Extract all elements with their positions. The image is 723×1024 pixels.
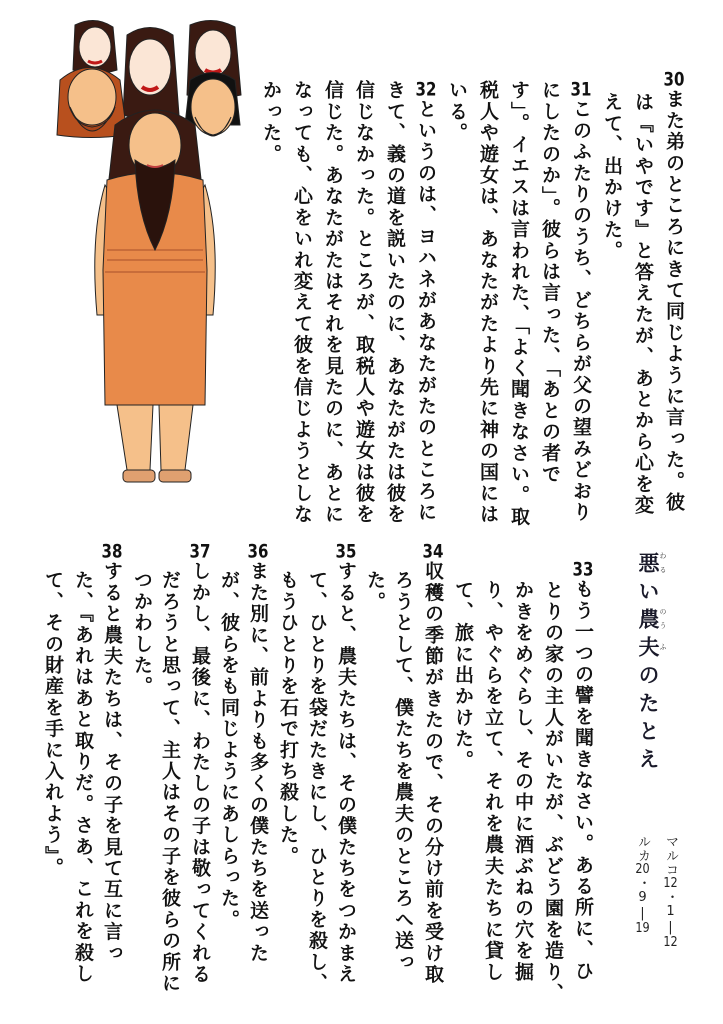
verse-text: 信じなかった。ところが、取税人や遊女は彼を [353, 80, 375, 526]
verse-text: すると、農夫たちは、その僕たちをつかまえ [335, 561, 357, 985]
title-char: と [636, 720, 660, 748]
verse-text: また弟のところにきて同じように言った。彼 [663, 89, 685, 513]
title-char-waru: 悪 わる [636, 552, 667, 580]
verse-38-line-2 [68, 570, 98, 985]
verse-33-line-2 [538, 580, 568, 1004]
title-char: た [636, 692, 660, 720]
verse-text: て、その財産を手に入れよう』。 [42, 570, 64, 879]
verse-number: 31 [570, 80, 592, 99]
verse-33-line-1 [568, 560, 598, 982]
verse-number: 35 [335, 542, 357, 561]
illustration-men-figure [55, 15, 275, 495]
verse-text: にしたのか」。彼らは言った、「あとの者で [539, 80, 561, 485]
verse-36-line-1 [243, 542, 273, 964]
page-title [633, 552, 667, 776]
verse-38-line-1 [97, 542, 127, 964]
verse-text: す」。イエスは言われた、「よく聞きなさい。取 [508, 80, 530, 528]
title-char: の [636, 664, 660, 692]
woman-head-center [123, 28, 179, 120]
verse-text: とりの家の主人がいたが、ぶどう園を造り、 [542, 580, 564, 1004]
verse-text: て、ひとりを袋だたきにし、ひとりを殺し、 [306, 570, 328, 994]
verse-37-line-1 [185, 542, 215, 985]
verse-35-line-2 [302, 570, 332, 994]
verse-30-line-3 [597, 92, 627, 262]
verse-text: もうひとりを石で打ち殺した。 [277, 570, 299, 867]
reference-mark: マルコ12・1|12 [663, 835, 678, 949]
verse-text: ろうとして、僕たちを農夫のところへ送っ [392, 570, 414, 973]
verse-31-line-2 [535, 80, 565, 485]
verse-number: 37 [189, 542, 211, 561]
verse-number: 32 [415, 80, 437, 99]
verse-text: だろうと思って、主人はその子を彼らの所に [159, 570, 181, 994]
title-char: い [636, 580, 660, 608]
verse-text: かった。 [260, 80, 282, 165]
woman-head-left [73, 20, 117, 73]
verse-32-line-4 [318, 80, 348, 525]
verse-30-line-1 [659, 70, 689, 513]
verse-31-line-3 [504, 80, 534, 527]
verse-text: このふたりのうち、どちらが父の望みどおり [570, 99, 592, 523]
verse-text: つかわした。 [131, 570, 153, 698]
verse-text: いる。 [446, 80, 468, 144]
verse-text: また別に、前よりも多くの僕たちを送った [247, 561, 269, 964]
verse-34-line-3 [360, 570, 390, 612]
title-char-fu: 夫 ふ [636, 636, 667, 664]
verse-31-line-4 [473, 80, 503, 525]
verse-number: 30 [663, 70, 685, 89]
verse-text: かきをめぐらし、その中に酒ぶねの穴を掘 [512, 580, 534, 983]
verse-37-line-3 [127, 570, 157, 697]
verse-33-line-4 [478, 580, 508, 983]
verse-text: きて、義の道を説いたのに、あなたがたは彼を [384, 80, 406, 526]
verse-text: しかし、最後に、わたしの子は敬ってくれる [189, 561, 211, 985]
verse-text: が、彼らをも同じようにあしらった。 [218, 570, 240, 931]
verse-34-line-2 [388, 570, 418, 973]
verse-31-line-1 [566, 80, 596, 523]
verse-32-line-6 [256, 80, 286, 165]
verse-33-line-5 [448, 580, 478, 771]
verse-text: もう一つの譬を聞きなさい。ある所に、ひ [572, 579, 594, 982]
verse-36-line-2 [214, 570, 244, 930]
main-figure [95, 110, 215, 482]
verse-number: 33 [572, 560, 594, 579]
title-char: え [636, 748, 660, 776]
verse-33-line-3 [508, 580, 538, 983]
reference-luke: ルカ20・9|19 [635, 835, 650, 935]
verse-text: は『いやです』と答えたが、あとから心を変 [632, 92, 654, 516]
verse-34-line-1 [418, 542, 448, 985]
verse-35-line-1 [331, 542, 361, 985]
verse-number: 38 [101, 542, 123, 561]
verse-text: えて、出かけた。 [601, 92, 623, 262]
verse-35-line-3 [273, 570, 303, 867]
verse-37-line-2 [155, 570, 185, 994]
verse-32-line-3 [349, 80, 379, 525]
verse-text: すると農夫たちは、その子を見て互に言っ [101, 561, 123, 964]
verse-32-line-5 [287, 80, 317, 525]
verse-text: り、やぐらを立て、それを農夫たちに貸し [482, 580, 504, 983]
verse-32-line-2 [380, 80, 410, 525]
verse-text: た。 [364, 570, 386, 613]
verse-text: て、旅に出かけた。 [452, 580, 474, 771]
verse-text: 収穫の季節がきたので、その分け前を受け取 [422, 561, 444, 986]
verse-text: 税人や遊女は、あなたがたより先に神の国には [477, 80, 499, 526]
verse-30-line-2 [628, 92, 658, 516]
verse-text: 信じた。あなたがたはそれを見たのに、あとに [322, 80, 344, 526]
verse-text: なっても、心をいれ変えて彼を信じようとしな [291, 80, 313, 526]
verse-38-line-3 [38, 570, 68, 879]
verse-number: 36 [247, 542, 269, 561]
title-char-nou: 農 のう [636, 608, 667, 636]
verse-31-line-5 [442, 80, 472, 144]
verse-32-line-1 [411, 80, 441, 523]
verse-text: た、『あれはあと取りだ。さあ、これを殺し [72, 570, 94, 985]
verse-number: 34 [422, 542, 444, 561]
verse-text: というのは、ヨハネがあなたがたのところに [415, 99, 437, 523]
